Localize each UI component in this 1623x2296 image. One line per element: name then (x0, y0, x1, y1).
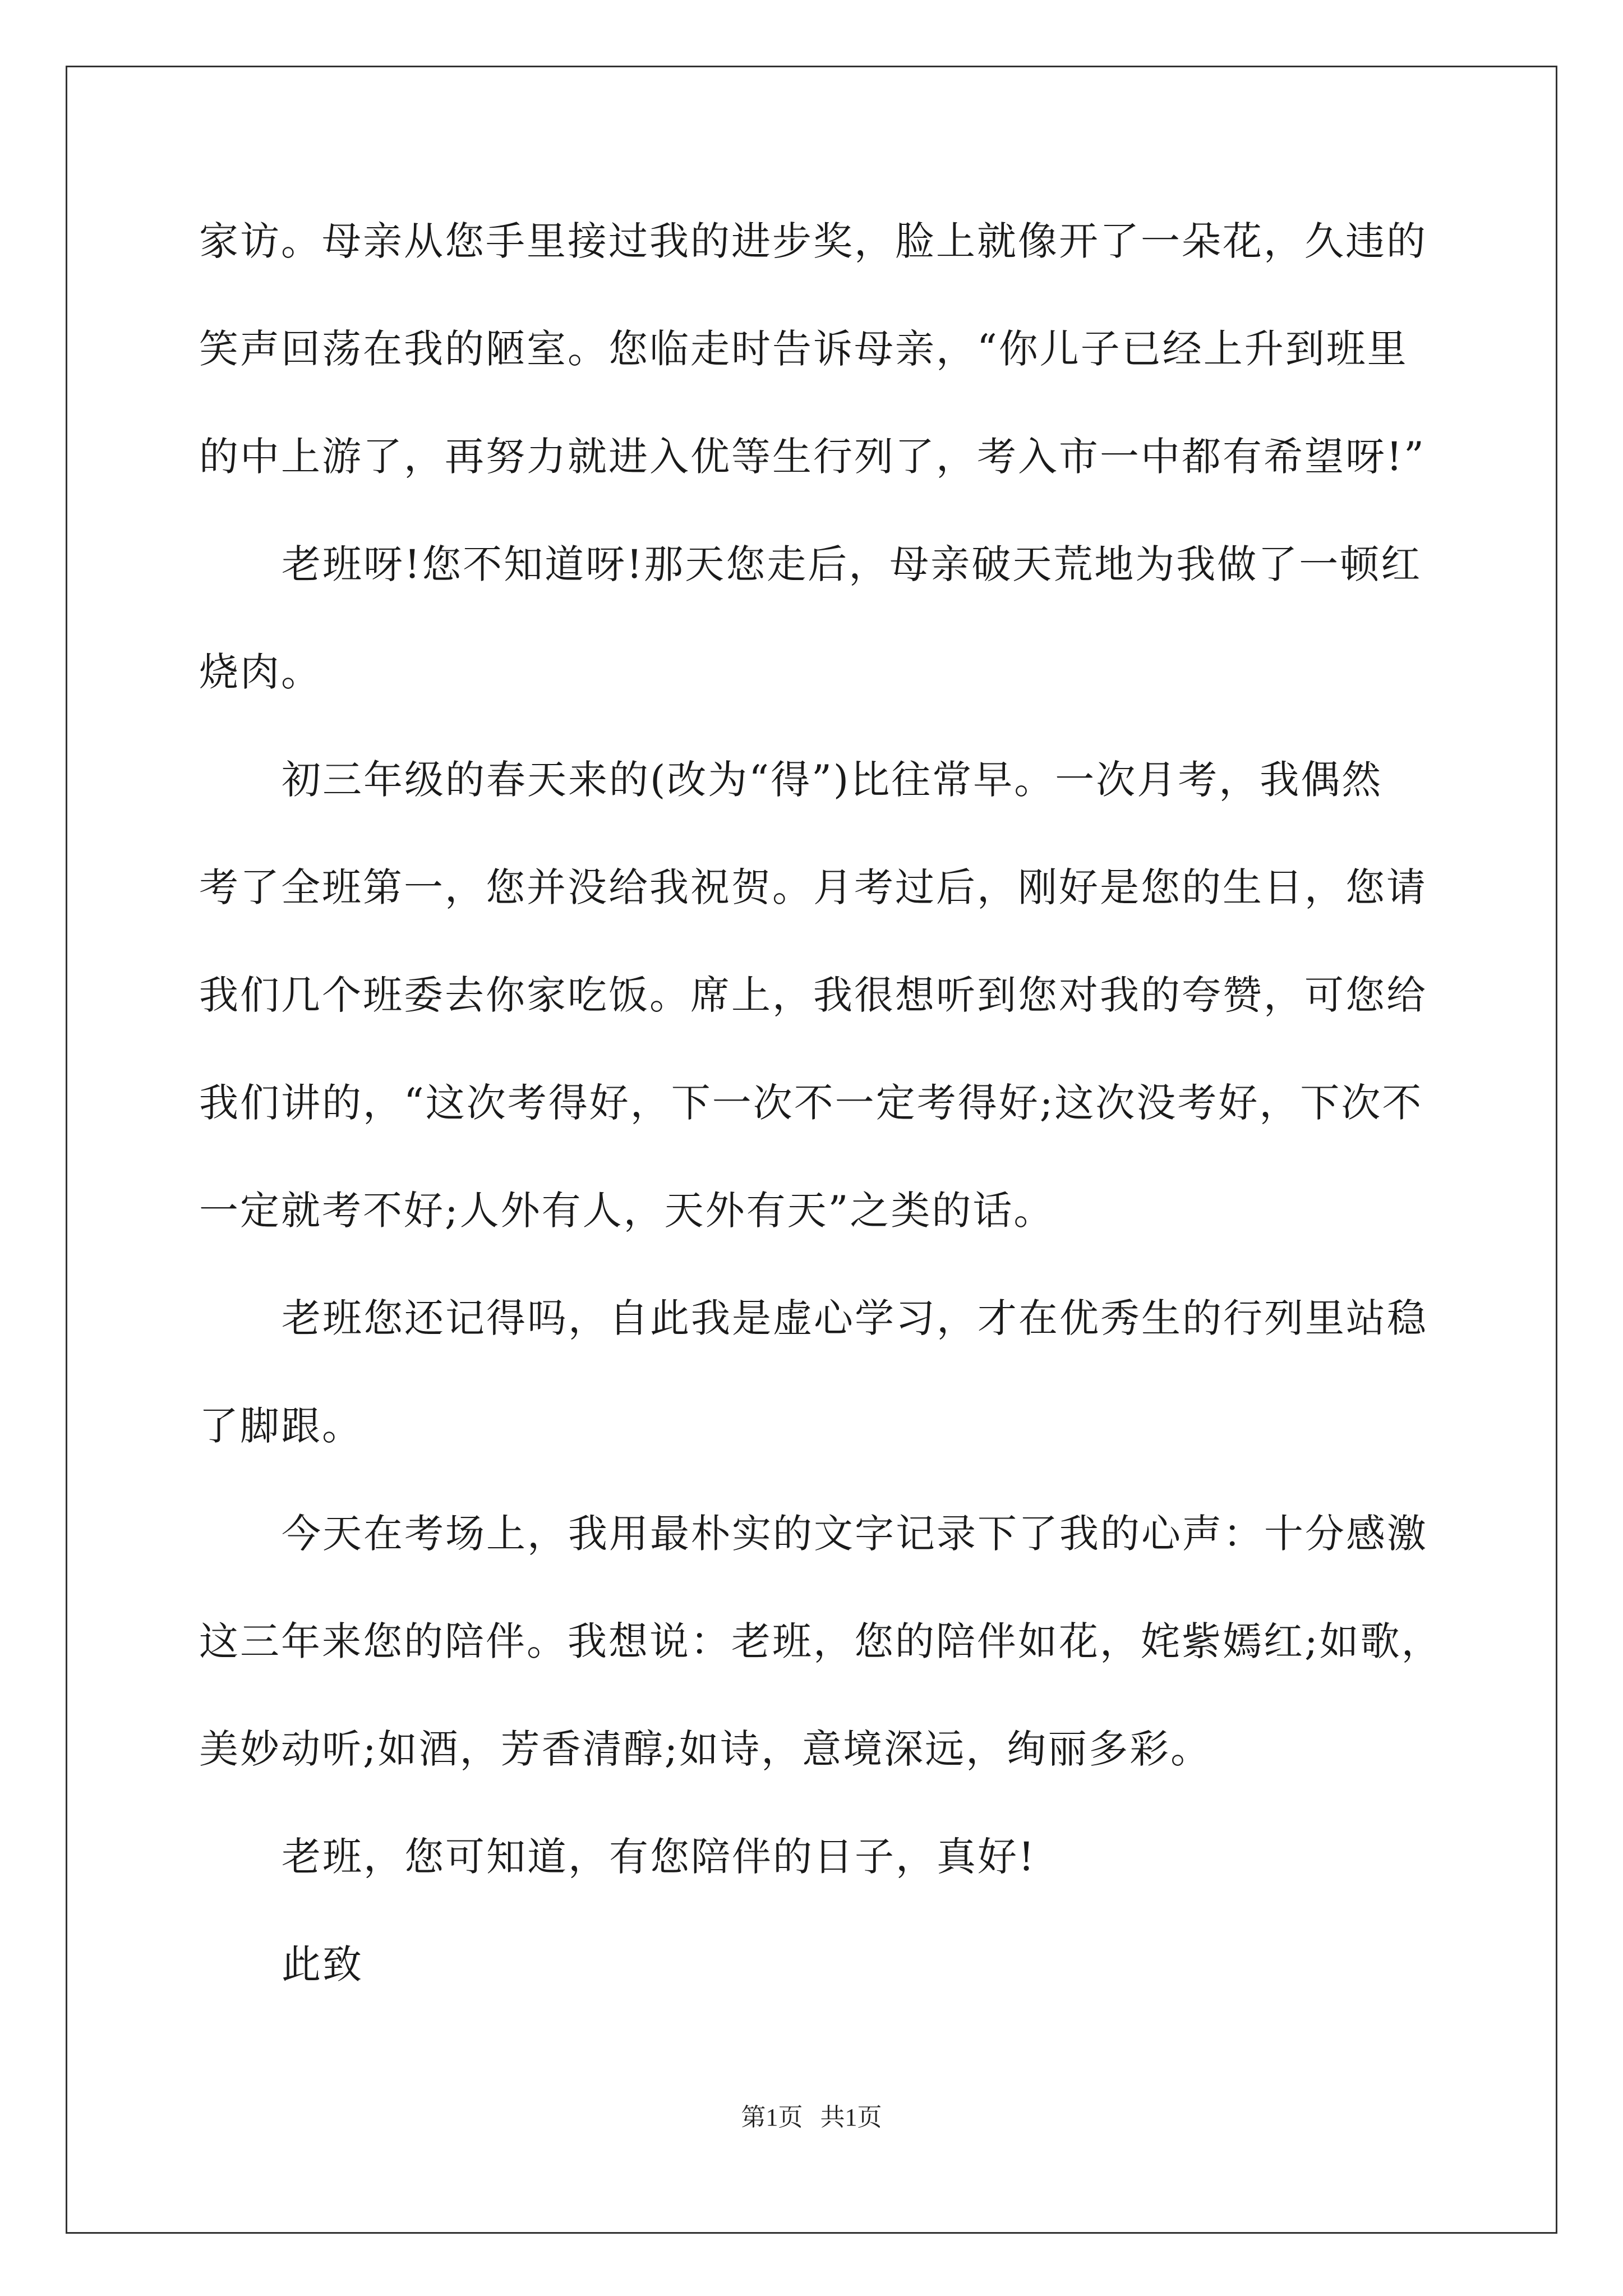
document-body (199, 208, 1442, 2039)
text-line: 初三年级的春天来的(改为“得”)比往常早。一次月考，我偶然 (282, 757, 1383, 803)
text-line: 我们讲的，“这次考得好，下一次不一定考得好;这次没考好，下次不 (199, 1080, 1423, 1126)
text-line: 烧肉。 (199, 649, 322, 695)
text-line: 我们几个班委去你家吃饭。席上，我很想听到您对我的夸赞，可您给 (199, 972, 1427, 1018)
text-line: 的中上游了，再努力就进入优等生行列了，考入市一中都有希望呀!” (199, 434, 1426, 480)
text-line: 家访。母亲从您手里接过我的进步奖，脸上就像开了一朵花，久违的 (199, 218, 1427, 264)
text-line: 笑声回荡在我的陋室。您临走时告诉母亲，“你儿子已经上升到班里 (199, 326, 1408, 372)
text-line: 美妙动听;如酒，芳香清醇;如诗，意境深远，绚丽多彩。 (199, 1726, 1212, 1772)
text-line: 老班呀!您不知道呀!那天您走后，母亲破天荒地为我做了一顿红 (282, 541, 1422, 587)
text-line: 此致 (282, 1941, 363, 1987)
text-line: 了脚跟。 (199, 1403, 363, 1449)
page-number-total: 共1页 (820, 2104, 882, 2131)
text-line: 这三年来您的陪伴。我想说：老班，您的陪伴如花，姹紫嫣红;如歌， (199, 1618, 1442, 1664)
text-line: 今天在考场上，我用最朴实的文字记录下了我的心声：十分感激 (282, 1511, 1428, 1557)
page-number-current: 第1页 (741, 2104, 803, 2131)
text-line: 考了全班第一，您并没给我祝贺。月考过后，刚好是您的生日，您请 (199, 864, 1427, 910)
text-line: 老班，您可知道，有您陪伴的日子，真好! (282, 1834, 1036, 1880)
page-footer (0, 2097, 1623, 2133)
text-line: 老班您还记得吗，自此我是虚心学习，才在优秀生的行列里站稳 (282, 1295, 1428, 1341)
text-line: 一定就考不好;人外有人，天外有天”之类的话。 (199, 1188, 1055, 1234)
